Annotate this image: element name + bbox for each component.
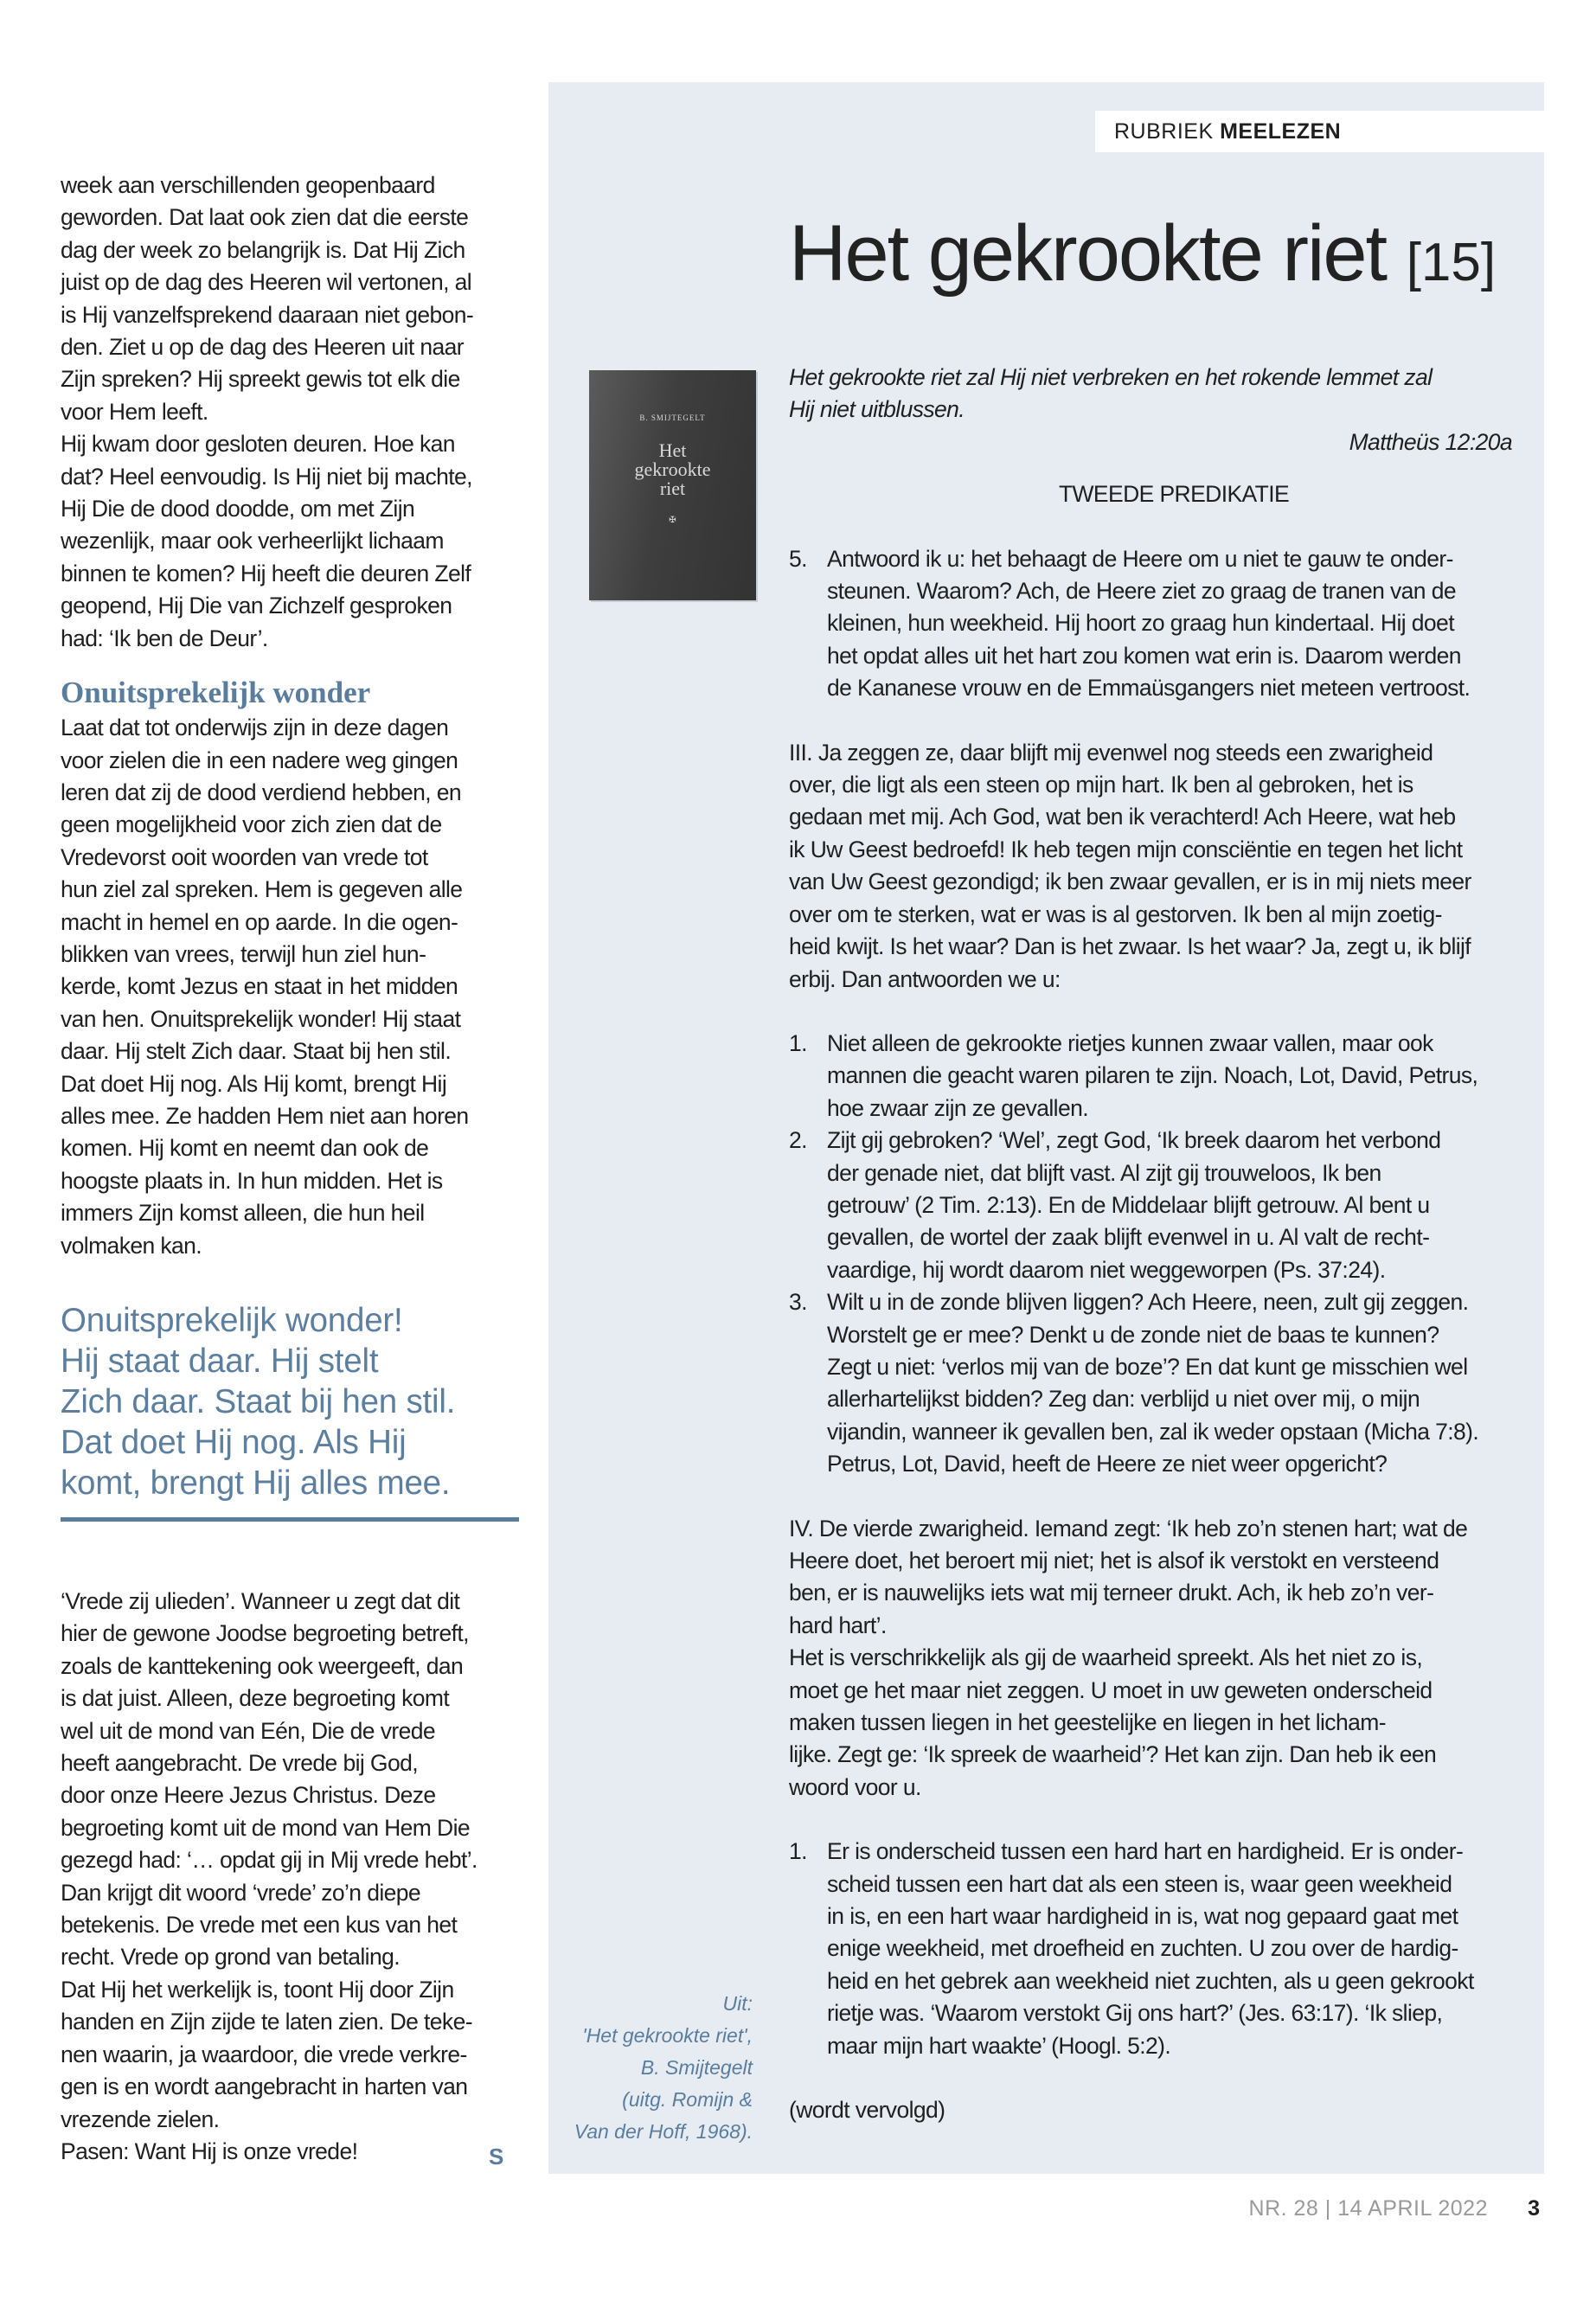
text-line: gevallen, de wortel der zaak blijft evenwel in u. Al valt de recht- xyxy=(827,1224,1430,1251)
text-line: week aan verschillenden geopenbaard xyxy=(61,172,435,198)
text-line: kleinen, hun weekheid. Hij hoort zo graag hun kindertaal. Hij doet xyxy=(827,610,1454,637)
closing-paragraph xyxy=(61,1586,519,2168)
source-caption xyxy=(554,1988,753,2148)
text-line: IV. De vierde zwarigheid. Iemand zegt: ‘Ik heb zo’n stenen hart; wat de xyxy=(789,1515,1468,1541)
text-line: dag der week zo belangrijk is. Dat Hij Zich xyxy=(61,236,465,263)
text-line: Zijt gij gebroken? ‘Wel’, zegt God, ‘Ik breek daarom het verbond xyxy=(827,1127,1441,1154)
rubric-prefix: RUBRIEK xyxy=(1114,119,1221,144)
text-line: der genade niet, dat blijft vast. Al zijt gij trouweloos, Ik ben xyxy=(827,1159,1381,1186)
text-line: Worstelt ge er mee? Denkt u de zonde niet de baas te kunnen? xyxy=(827,1321,1439,1348)
book-title xyxy=(589,441,756,498)
text-line: hun ziel zal spreken. Hem is gegeven alle xyxy=(61,876,463,903)
text-line: moet ge het maar niet zeggen. U moet in uw geweten onderscheid xyxy=(789,1676,1433,1703)
quote-line: komt, brengt Hij alles mee. xyxy=(61,1465,451,1502)
text-line: door onze Heere Jezus Christus. Deze xyxy=(61,1782,436,1809)
text-line: gedaan met mij. Ach God, wat ben ik verachterd! Ach Heere, wat heb xyxy=(789,804,1456,830)
text-line: woord voor u. xyxy=(789,1773,921,1800)
text-line: begroeting komt uit de mond van Hem Die xyxy=(61,1814,470,1841)
text-line: geen mogelijkheid voor zich zien dat de xyxy=(61,811,442,838)
book-title-line: gekrookte xyxy=(634,458,711,480)
issue-footer: NR. 28 | 14 APRIL 2022 xyxy=(1248,2196,1488,2221)
text-line: juist op de dag des Heeren wil vertonen, al xyxy=(61,269,472,296)
point-5 xyxy=(789,543,1524,705)
text-line: Hij kwam door gesloten deuren. Hoe kan xyxy=(61,431,455,458)
text-line: Niet alleen de gekrookte rietjes kunnen zwaar vallen, maar ook xyxy=(827,1029,1433,1056)
quote-line: Hij staat daar. Hij stelt xyxy=(61,1343,379,1380)
text-line: de Kananese vrouw en de Emmaüsgangers niet meteen vertroost. xyxy=(827,675,1471,702)
text-line: blikken van vrees, terwijl hun ziel hun- xyxy=(61,940,426,967)
book-emblem-icon: ✠ xyxy=(669,516,676,525)
list-number: 1. xyxy=(789,1029,807,1056)
text-line: ben, er is nauwelijks iets wat mij terneer drukt. Ach, ik heb zo’n ver- xyxy=(789,1580,1434,1606)
list-number: 2. xyxy=(789,1127,807,1154)
list-item xyxy=(789,1836,1524,2062)
text-line: gezegd had: ‘… opdat gij in Mij vrede hebt’. xyxy=(61,1847,478,1874)
text-line: Er is onderscheid tussen een hard hart en hardigheid. Er is onder- xyxy=(827,1838,1464,1865)
text-line: binnen te komen? Hij heeft die deuren Zelf xyxy=(61,560,471,586)
intro-paragraph xyxy=(61,170,519,655)
text-line: steunen. Waarom? Ach, de Heere ziet zo graag de tranen van de xyxy=(827,578,1456,605)
article-body xyxy=(789,362,1524,2127)
list-number: 5. xyxy=(789,545,807,572)
caption-line: Van der Hoff, 1968). xyxy=(574,2120,753,2143)
motto-reference: Mattheüs 12:20a xyxy=(1349,428,1512,455)
sermon-subheading: TWEEDE PREDIKATIE xyxy=(1058,481,1290,508)
text-line: in is, en een hart waar hardigheid in is, wat nog gepaard gaat met xyxy=(827,1903,1458,1930)
motto-line: Hij niet uitblussen. xyxy=(789,396,965,423)
text-line: hoogste plaats in. In hun midden. Het is xyxy=(61,1167,443,1194)
section-paragraph xyxy=(61,712,519,1262)
text-line: Antwoord ik u: het behaagt de Heere om u niet te gauw te onder- xyxy=(827,545,1453,572)
text-line: vijandin, wanneer ik gevallen ben, zal ik weder opstaan (Micha 7:8). xyxy=(827,1418,1479,1445)
text-line: heid kwijt. Is het waar? Dan is het zwaar. Is het waar? Ja, zegt u, ik blijf xyxy=(789,933,1471,960)
text-line: hier de gewone Joodse begroeting betreft, xyxy=(61,1620,469,1647)
book-author: B. SMIJTEGELT xyxy=(639,413,706,422)
text-line: rietje was. ‘Waarom verstokt Gij ons hart?’ (Jes. 63:17). ‘Ik sliep, xyxy=(827,2000,1443,2027)
text-line: daar. Hij stelt Zich daar. Staat bij hen stil. xyxy=(61,1038,452,1065)
text-line: betekenis. De vrede met een kus van het xyxy=(61,1912,458,1939)
text-line: Vredevorst ooit woorden van vrede tot xyxy=(61,843,428,870)
text-line: lijke. Zegt ge: ‘Ik spreek de waarheid’? Het kan zijn. Dan heb ik een xyxy=(789,1741,1437,1768)
list-number: 1. xyxy=(789,1838,807,1865)
text-line: getrouw’ (2 Tim. 2:13). En de Middelaar blijft getrouw. Al bent u xyxy=(827,1191,1430,1218)
text-line: ‘Vrede zij ulieden’. Wanneer u zegt dat dit xyxy=(61,1588,460,1614)
title-number: [15] xyxy=(1406,233,1497,292)
text-line: Pasen: Want Hij is onze vrede! xyxy=(61,2138,358,2164)
text-line: is dat juist. Alleen, deze begroeting komt xyxy=(61,1685,450,1712)
text-line: hard hart’. xyxy=(789,1612,887,1638)
quote-line: Dat doet Hij nog. Als Hij xyxy=(61,1424,407,1461)
text-line: heeft aangebracht. De vrede bij God, xyxy=(61,1750,418,1777)
text-line: macht in hemel en op aarde. In die ogen- xyxy=(61,908,458,935)
text-line: Zijn spreken? Hij spreekt gewis tot elk die xyxy=(61,366,460,393)
list-item xyxy=(789,1125,1524,1286)
objection-iii xyxy=(789,737,1524,996)
rubric-name: MEELEZEN xyxy=(1220,119,1342,144)
text-line: Dat Hij het werkelijk is, toont Hij door Zijn xyxy=(61,1976,454,2003)
text-line: Hij Die de dood doodde, om met Zijn xyxy=(61,496,415,522)
text-line: handen en Zijn zijde te laten zien. De teke- xyxy=(61,2009,472,2035)
text-line: geworden. Dat laat ook zien dat die eerste xyxy=(61,204,469,231)
text-line: van Uw Geest gezondigd; ik ben zwaar gevallen, er is in mij niets meer xyxy=(789,868,1471,895)
text-line: heid en het gebrek aan weekheid niet zuchten, als u geen gekrookt xyxy=(827,1967,1474,1994)
objection-iv xyxy=(789,1513,1524,1804)
text-line: hoe zwaar zijn ze gevallen. xyxy=(827,1094,1088,1121)
book-title-line: riet xyxy=(659,478,686,499)
rubric-label xyxy=(1095,111,1544,152)
text-line: kerde, komt Jezus en staat in het midden xyxy=(61,973,458,1000)
text-line: Dat doet Hij nog. Als Hij komt, brengt Hij xyxy=(61,1070,447,1097)
page-number: 3 xyxy=(1528,2196,1540,2221)
text-line: allerhartelijkst bidden? Zeg dan: verblijd u niet over mij, o mijn xyxy=(827,1386,1420,1413)
caption-line: B. Smijtegelt xyxy=(640,2056,753,2079)
text-line: van hen. Onuitsprekelijk wonder! Hij staat xyxy=(61,1005,461,1032)
text-line: geopend, Hij Die van Zichzelf gesproken xyxy=(61,593,452,619)
text-line: Heere doet, het beroert mij niet; het is alsof ik verstokt en versteend xyxy=(789,1548,1439,1574)
text-line: enige weekheid, met droefheid en zuchten. U zou over de hardig- xyxy=(827,1935,1458,1962)
text-line: recht. Vrede op grond van betaling. xyxy=(61,1944,400,1971)
text-line: immers Zijn komst alleen, die hun heil xyxy=(61,1200,425,1227)
list-item xyxy=(789,1028,1524,1125)
text-line: wezenlijk, maar ook verheerlijkt lichaam xyxy=(61,528,444,554)
text-line: maar mijn hart waakte’ (Hoogl. 5:2). xyxy=(827,2032,1171,2059)
text-line: mannen die geacht waren pilaren te zijn. Noach, Lot, David, Petrus, xyxy=(827,1062,1478,1089)
text-line: den. Ziet u op de dag des Heeren uit naar xyxy=(61,334,464,361)
quote-line: Zich daar. Staat bij hen stil. xyxy=(61,1383,456,1420)
book-cover-image xyxy=(589,370,756,600)
text-line: volmaken kan. xyxy=(61,1232,202,1259)
text-line: leren dat zij de dood verdiend hebben, en xyxy=(61,779,462,805)
title-text: Het gekrookte riet xyxy=(789,209,1407,298)
text-line: het opdat alles uit het hart zou komen wat erin is. Daarom werden xyxy=(827,642,1461,669)
article-title xyxy=(789,206,1533,311)
list-item xyxy=(789,543,1524,705)
left-column xyxy=(61,170,519,2168)
text-line: maken tussen liegen in het geestelijke en liegen in het licham- xyxy=(789,1709,1386,1736)
pull-quote xyxy=(61,1300,519,1522)
text-line: erbij. Dan antwoorden we u: xyxy=(789,965,1061,992)
list-item xyxy=(789,1286,1524,1480)
answers-list xyxy=(789,1028,1524,1481)
text-line: gen is en wordt aangebracht in harten van xyxy=(61,2073,468,2100)
text-line: Petrus, Lot, David, heeft de Heere ze niet weer opgericht? xyxy=(827,1451,1388,1477)
text-line: voor zielen die in een nadere weg gingen xyxy=(61,747,458,773)
iv-answer-list xyxy=(789,1836,1524,2062)
text-line: had: ‘Ik ben de Deur’. xyxy=(61,625,268,651)
text-line: dat? Heel eenvoudig. Is Hij niet bij machte, xyxy=(61,463,472,490)
text-line: voor Hem leeft. xyxy=(61,398,208,425)
to-be-continued: (wordt vervolgd) xyxy=(789,2097,945,2124)
text-line: nen waarin, ja waardoor, die vrede verkre- xyxy=(61,2041,467,2067)
text-line: komen. Hij komt en neemt dan ook de xyxy=(61,1135,429,1162)
book-title-line: Het xyxy=(658,439,687,461)
text-line: vrezende zielen. xyxy=(61,2106,220,2132)
text-line: is Hij vanzelfsprekend daaraan niet gebon- xyxy=(61,301,474,328)
caption-line: (uitg. Romijn & xyxy=(622,2088,753,2111)
text-line: alles mee. Ze hadden Hem niet aan horen xyxy=(61,1102,469,1129)
section-heading: Onuitsprekelijk wonder xyxy=(61,676,371,710)
text-line: ik Uw Geest bedroefd! Ik heb tegen mijn consciëntie en tegen het licht xyxy=(789,836,1463,862)
motto xyxy=(789,362,1524,458)
text-line: over om te sterken, wat er was is al gestorven. Ik ben al mijn zoetig- xyxy=(789,901,1442,927)
motto-line: Het gekrookte riet zal Hij niet verbreken en het rokende lemmet zal xyxy=(789,364,1433,390)
text-line: zoals de kanttekening ook weergeeft, dan xyxy=(61,1652,464,1679)
text-line: vaardige, hij wordt daarom niet weggeworpen (Ps. 37:24). xyxy=(827,1256,1386,1283)
list-number: 3. xyxy=(789,1289,807,1316)
text-line: Wilt u in de zonde blijven liggen? Ach Heere, neen, zult gij zeggen. xyxy=(827,1289,1469,1316)
text-line: scheid tussen een hart dat als een steen is, waar geen weekheid xyxy=(827,1870,1452,1897)
text-line: III. Ja zeggen ze, daar blijft mij evenwel nog steeds een zwarigheid xyxy=(789,739,1433,766)
quote-line: Onuitsprekelijk wonder! xyxy=(61,1302,403,1339)
caption-line: 'Het gekrookte riet', xyxy=(582,2024,753,2047)
end-mark-icon: S xyxy=(489,2144,504,2170)
text-line: over, die ligt als een steen op mijn hart. Ik ben al gebroken, het is xyxy=(789,772,1413,798)
text-line: Het is verschrikkelijk als gij de waarheid spreekt. Als het niet zo is, xyxy=(789,1644,1423,1671)
text-line: Zegt u niet: ‘verlos mij van de boze’? En dat kunt ge misschien wel xyxy=(827,1353,1468,1380)
text-line: Laat dat tot onderwijs zijn in deze dagen xyxy=(61,715,449,741)
caption-line: Uit: xyxy=(722,1992,753,2015)
text-line: Dan krijgt dit woord ‘vrede’ zo’n diepe xyxy=(61,1879,421,1906)
text-line: wel uit de mond van Eén, Die de vrede xyxy=(61,1717,435,1744)
